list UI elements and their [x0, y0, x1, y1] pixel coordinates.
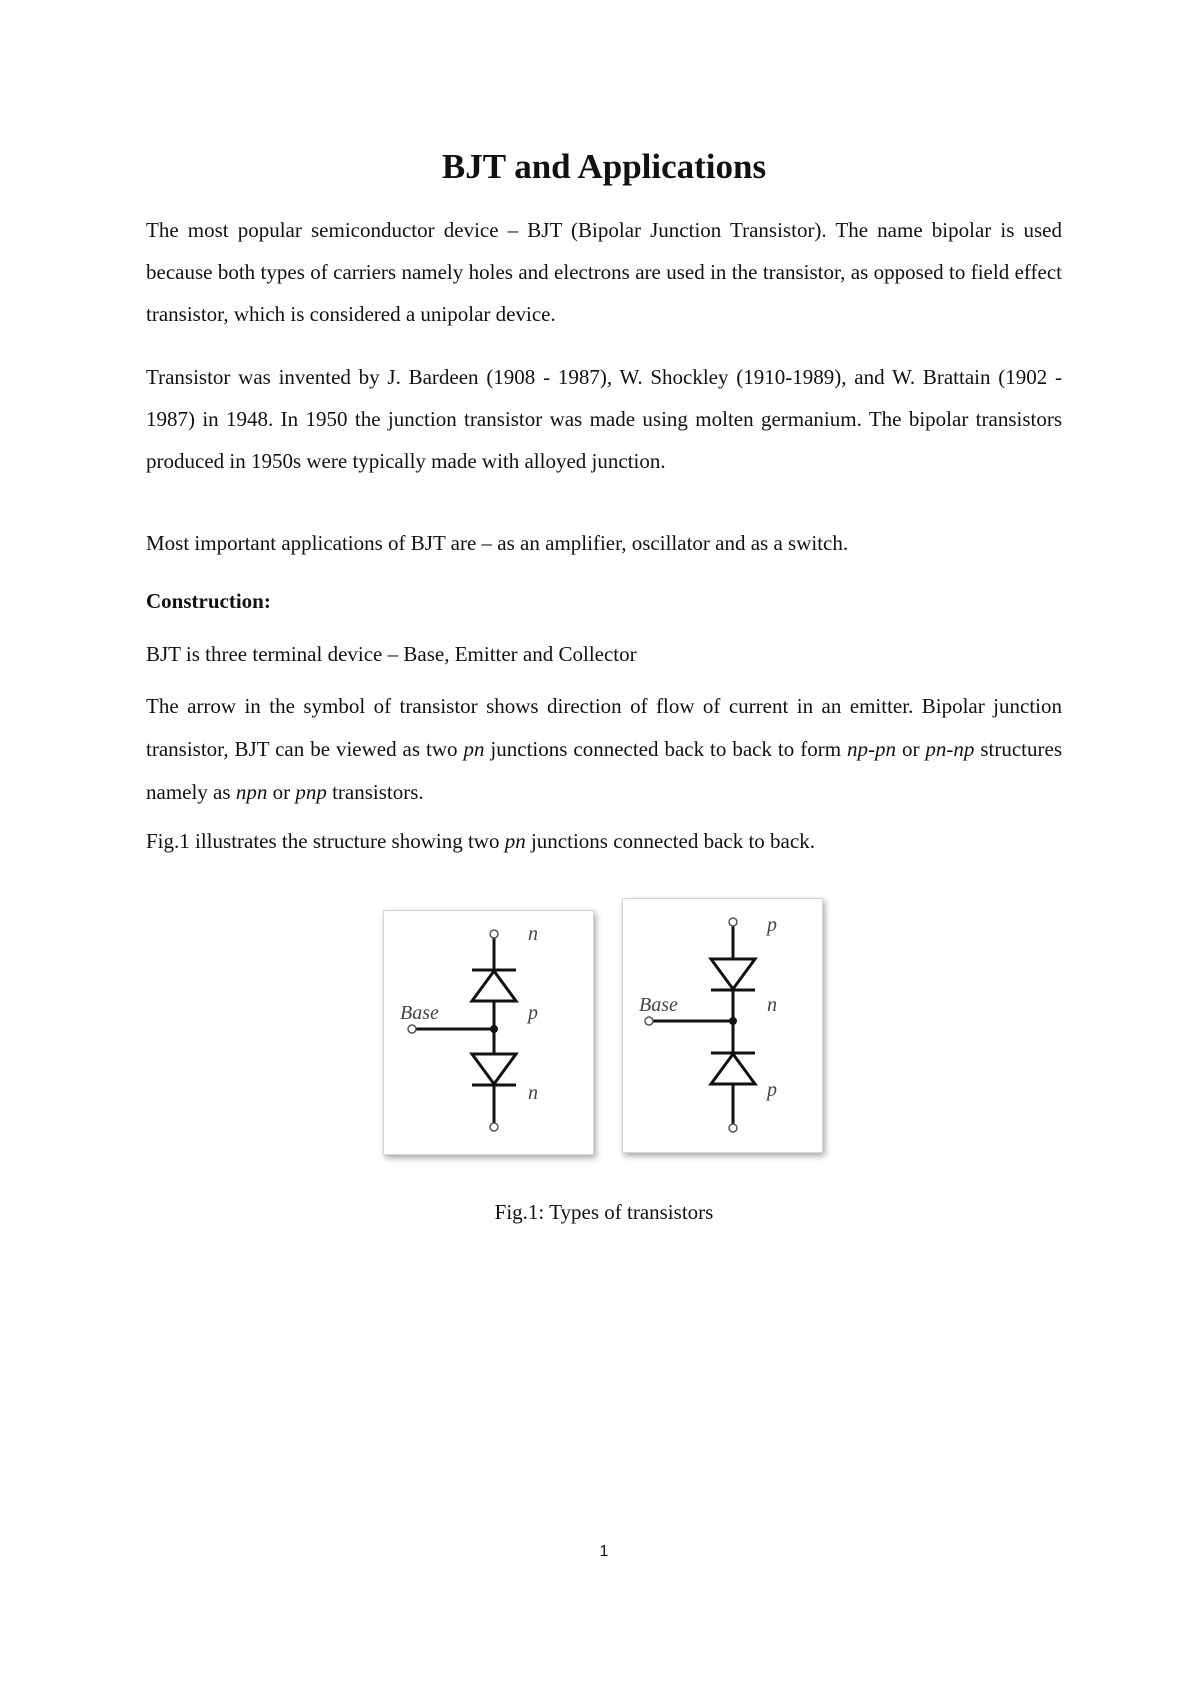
upper-diode-triangle: [472, 971, 516, 1001]
text-run: structures namely as: [146, 737, 1062, 804]
italic-run: pn-np: [925, 737, 975, 761]
italic-run: pn: [463, 737, 485, 761]
top-terminal: [729, 918, 737, 926]
bottom-region-label: p: [767, 1079, 777, 1101]
base-label: Base: [639, 994, 678, 1016]
construction-heading: Construction:: [146, 589, 271, 613]
figure-reference-paragraph: [146, 820, 1062, 862]
base-terminal: [408, 1025, 416, 1033]
bottom-terminal: [490, 1123, 498, 1131]
top-region-label: n: [528, 923, 538, 945]
intro-paragraph: The most popular semiconductor device – BJT (Bipolar Junction Transistor). The name bipolar is used because both types of carriers namely holes and electrons are used in the transistor, as opposed to field effect transistor, which is considered a unipolar device.: [146, 218, 1062, 326]
top-terminal: [490, 930, 498, 938]
bottom-terminal: [729, 1124, 737, 1132]
arrow-paragraph: [146, 685, 1062, 814]
pnp-diagram-svg: [623, 899, 822, 1152]
applications-paragraph: Most important applications of BJT are – as an amplifier, oscillator and as a switch.: [146, 531, 849, 555]
text-run: junctions connected back to back.: [525, 829, 815, 853]
text-run: The arrow in the symbol of transistor shows direction of flow of current in an emitter. Bipolar junction transistor, BJT can be viewed as two: [146, 694, 1062, 761]
italic-run: np-pn: [846, 737, 896, 761]
bottom-region-label: n: [528, 1082, 538, 1104]
lower-diode-triangle: [472, 1054, 516, 1084]
npn-diagram-svg: [384, 911, 593, 1154]
lower-diode-triangle: [711, 1054, 755, 1084]
text-run: junctions connected back to back to form: [484, 737, 847, 761]
terminals-paragraph: BJT is three terminal device – Base, Emitter and Collector: [146, 642, 637, 666]
upper-diode-triangle: [711, 959, 755, 989]
transistor-figure: [146, 900, 1062, 1200]
text-run: or: [895, 737, 926, 761]
middle-region-label: n: [767, 994, 777, 1016]
junction-node: [729, 1017, 737, 1025]
base-terminal: [645, 1017, 653, 1025]
page-title: BJT and Applications: [441, 147, 767, 186]
junction-node: [490, 1025, 498, 1033]
italic-run: pnp: [295, 780, 327, 804]
npn-diagram: [383, 910, 594, 1155]
history-paragraph: Transistor was invented by J. Bardeen (1908 - 1987), W. Shockley (1910-1989), and W. Brattain (1902 - 1987) in 1948. In 1950 the junction transistor was made using molten germanium. The bipolar transistors produced in 1950s were typically made with alloyed junction.: [146, 365, 1062, 473]
text-run: transistors.: [326, 780, 424, 804]
page-number: 1: [599, 1543, 609, 1560]
italic-run: npn: [235, 780, 268, 804]
top-region-label: p: [767, 914, 777, 936]
text-run: or: [267, 780, 296, 804]
document-page: [146, 0, 1062, 1696]
pnp-diagram: [622, 898, 823, 1153]
italic-run: pn: [504, 829, 526, 853]
base-label: Base: [400, 1002, 439, 1024]
figure-caption: Fig.1: Types of transistors: [494, 1200, 714, 1224]
text-run: Fig.1 illustrates the structure showing two: [146, 829, 505, 853]
middle-region-label: p: [528, 1002, 538, 1024]
